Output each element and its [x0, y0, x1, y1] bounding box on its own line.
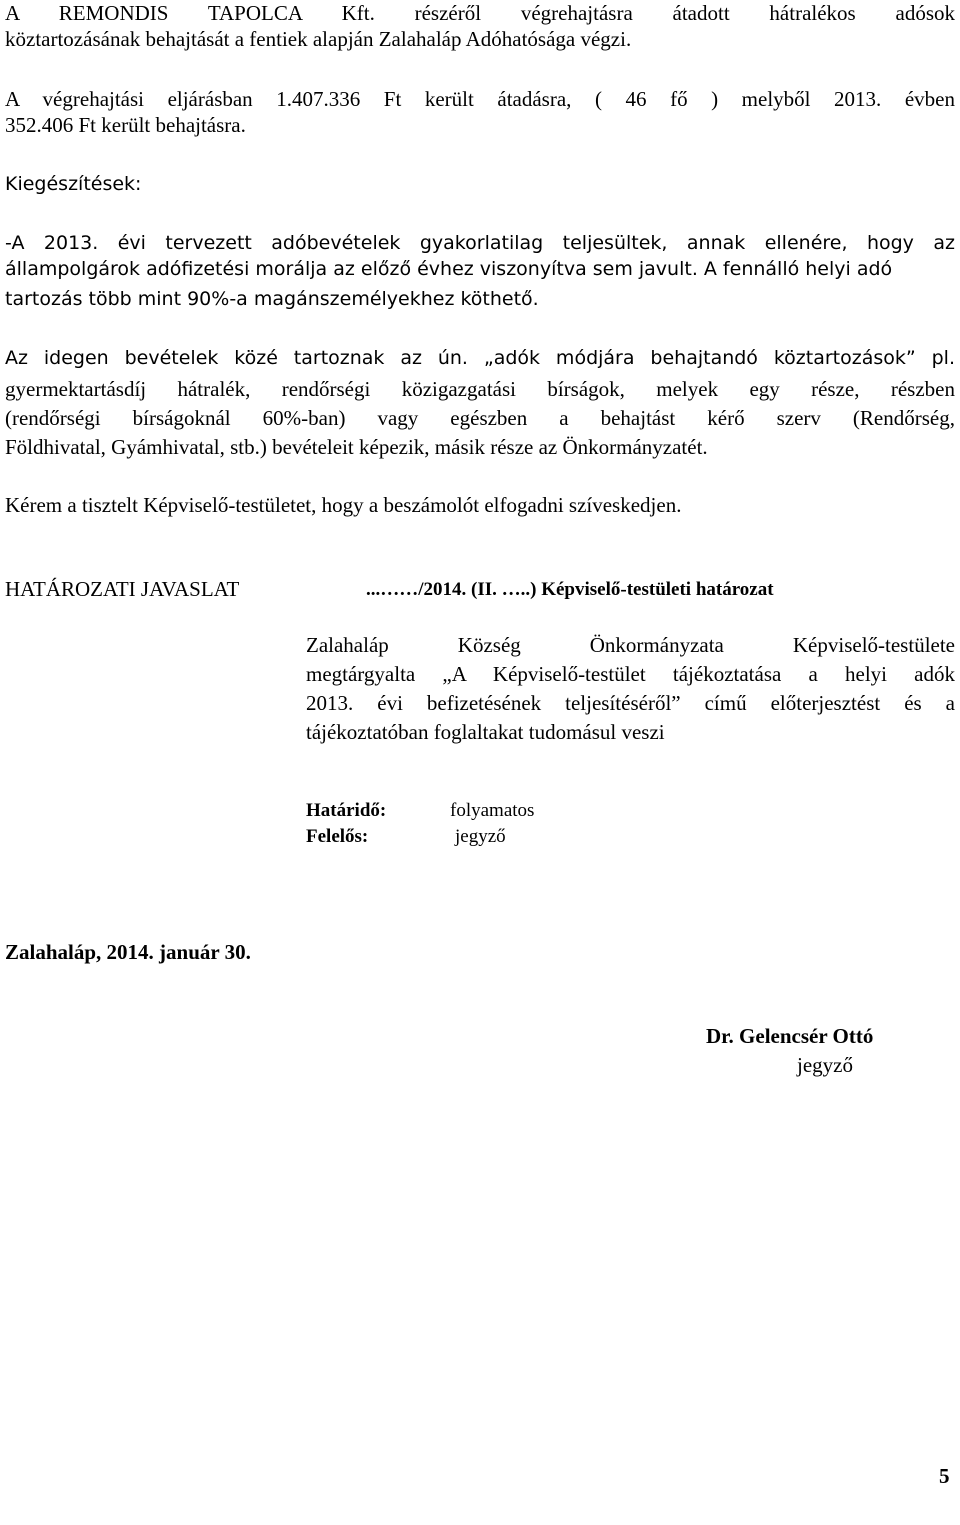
supplements-p2-line-2: gyermektartásdíj hátralék, rendőrségi közigazgatási bírságok, melyek egy része, részben [5, 377, 955, 401]
resolution-number: ...……/2014. (II. …..) Képviselő-testületi határozat [366, 579, 774, 600]
page-number: 5 [939, 1464, 950, 1488]
enforcement-line-2: 352.406 Ft került behajtásra. [5, 113, 246, 137]
enforcement-line-1: A végrehajtási eljárásban 1.407.336 Ft került átadásra, ( 46 fő ) melyből 2013. évben [5, 87, 955, 111]
signer-title: jegyző [797, 1053, 853, 1077]
resolution-text-line-2: megtárgyalta „A Képviselő-testület tájékoztatása a helyi adók [306, 662, 955, 686]
supplements-p1-line-3: tartozás több mint 90%-a magánszemélyekhez köthető. [5, 288, 539, 310]
responsible-label: Felelős: [306, 826, 369, 847]
supplements-p1-line-1: -A 2013. évi tervezett adóbevételek gyakorlatilag teljesültek, annak ellenére, hogy az [5, 232, 955, 254]
intro-line-1: A REMONDIS TAPOLCA Kft. részéről végrehajtásra átadott hátralékos adósok [5, 1, 955, 25]
supplements-p2-line-1: Az idegen bevételek közé tartoznak az ún. „adók módjára behajtandó köztartozások” pl. [5, 347, 955, 369]
deadline-value: folyamatos [450, 800, 535, 821]
resolution-text-line-3: 2013. évi befizetésének teljesítéséről” című előterjesztést és a [306, 691, 955, 715]
supplements-p1-line-2: állampolgárok adófizetési morálja az előző évhez viszonyítva sem javult. A fennálló helyi adó [5, 258, 893, 280]
supplements-p2-line-4: Földhivatal, Gyámhivatal, stb.) bevételeit képezik, másik része az Önkormányzatét. [5, 435, 708, 459]
supplements-p2-line-3: (rendőrségi bírságoknál 60%-ban) vagy egészben a behajtást kérő szerv (Rendőrség, [5, 406, 955, 430]
resolution-title: HATÁROZATI JAVASLAT [5, 577, 240, 601]
resolution-text-line-1: Zalahaláp Község Önkormányzata Képviselő-testülete [306, 633, 955, 657]
deadline-label: Határidő: [306, 800, 387, 821]
intro-line-2: köztartozásának behajtását a fentiek alapján Zalahaláp Adóhatósága végzi. [5, 27, 632, 51]
place-date: Zalahaláp, 2014. január 30. [5, 940, 251, 964]
signer-name: Dr. Gelencsér Ottó [706, 1024, 874, 1048]
resolution-text-line-4: tájékoztatóban foglaltakat tudomásul veszi [306, 720, 665, 744]
request-text: Kérem a tisztelt Képviselő-testületet, hogy a beszámolót elfogadni szíveskedjen. [5, 493, 682, 517]
supplements-heading: Kiegészítések: [5, 173, 142, 195]
responsible-value: jegyző [455, 826, 506, 847]
